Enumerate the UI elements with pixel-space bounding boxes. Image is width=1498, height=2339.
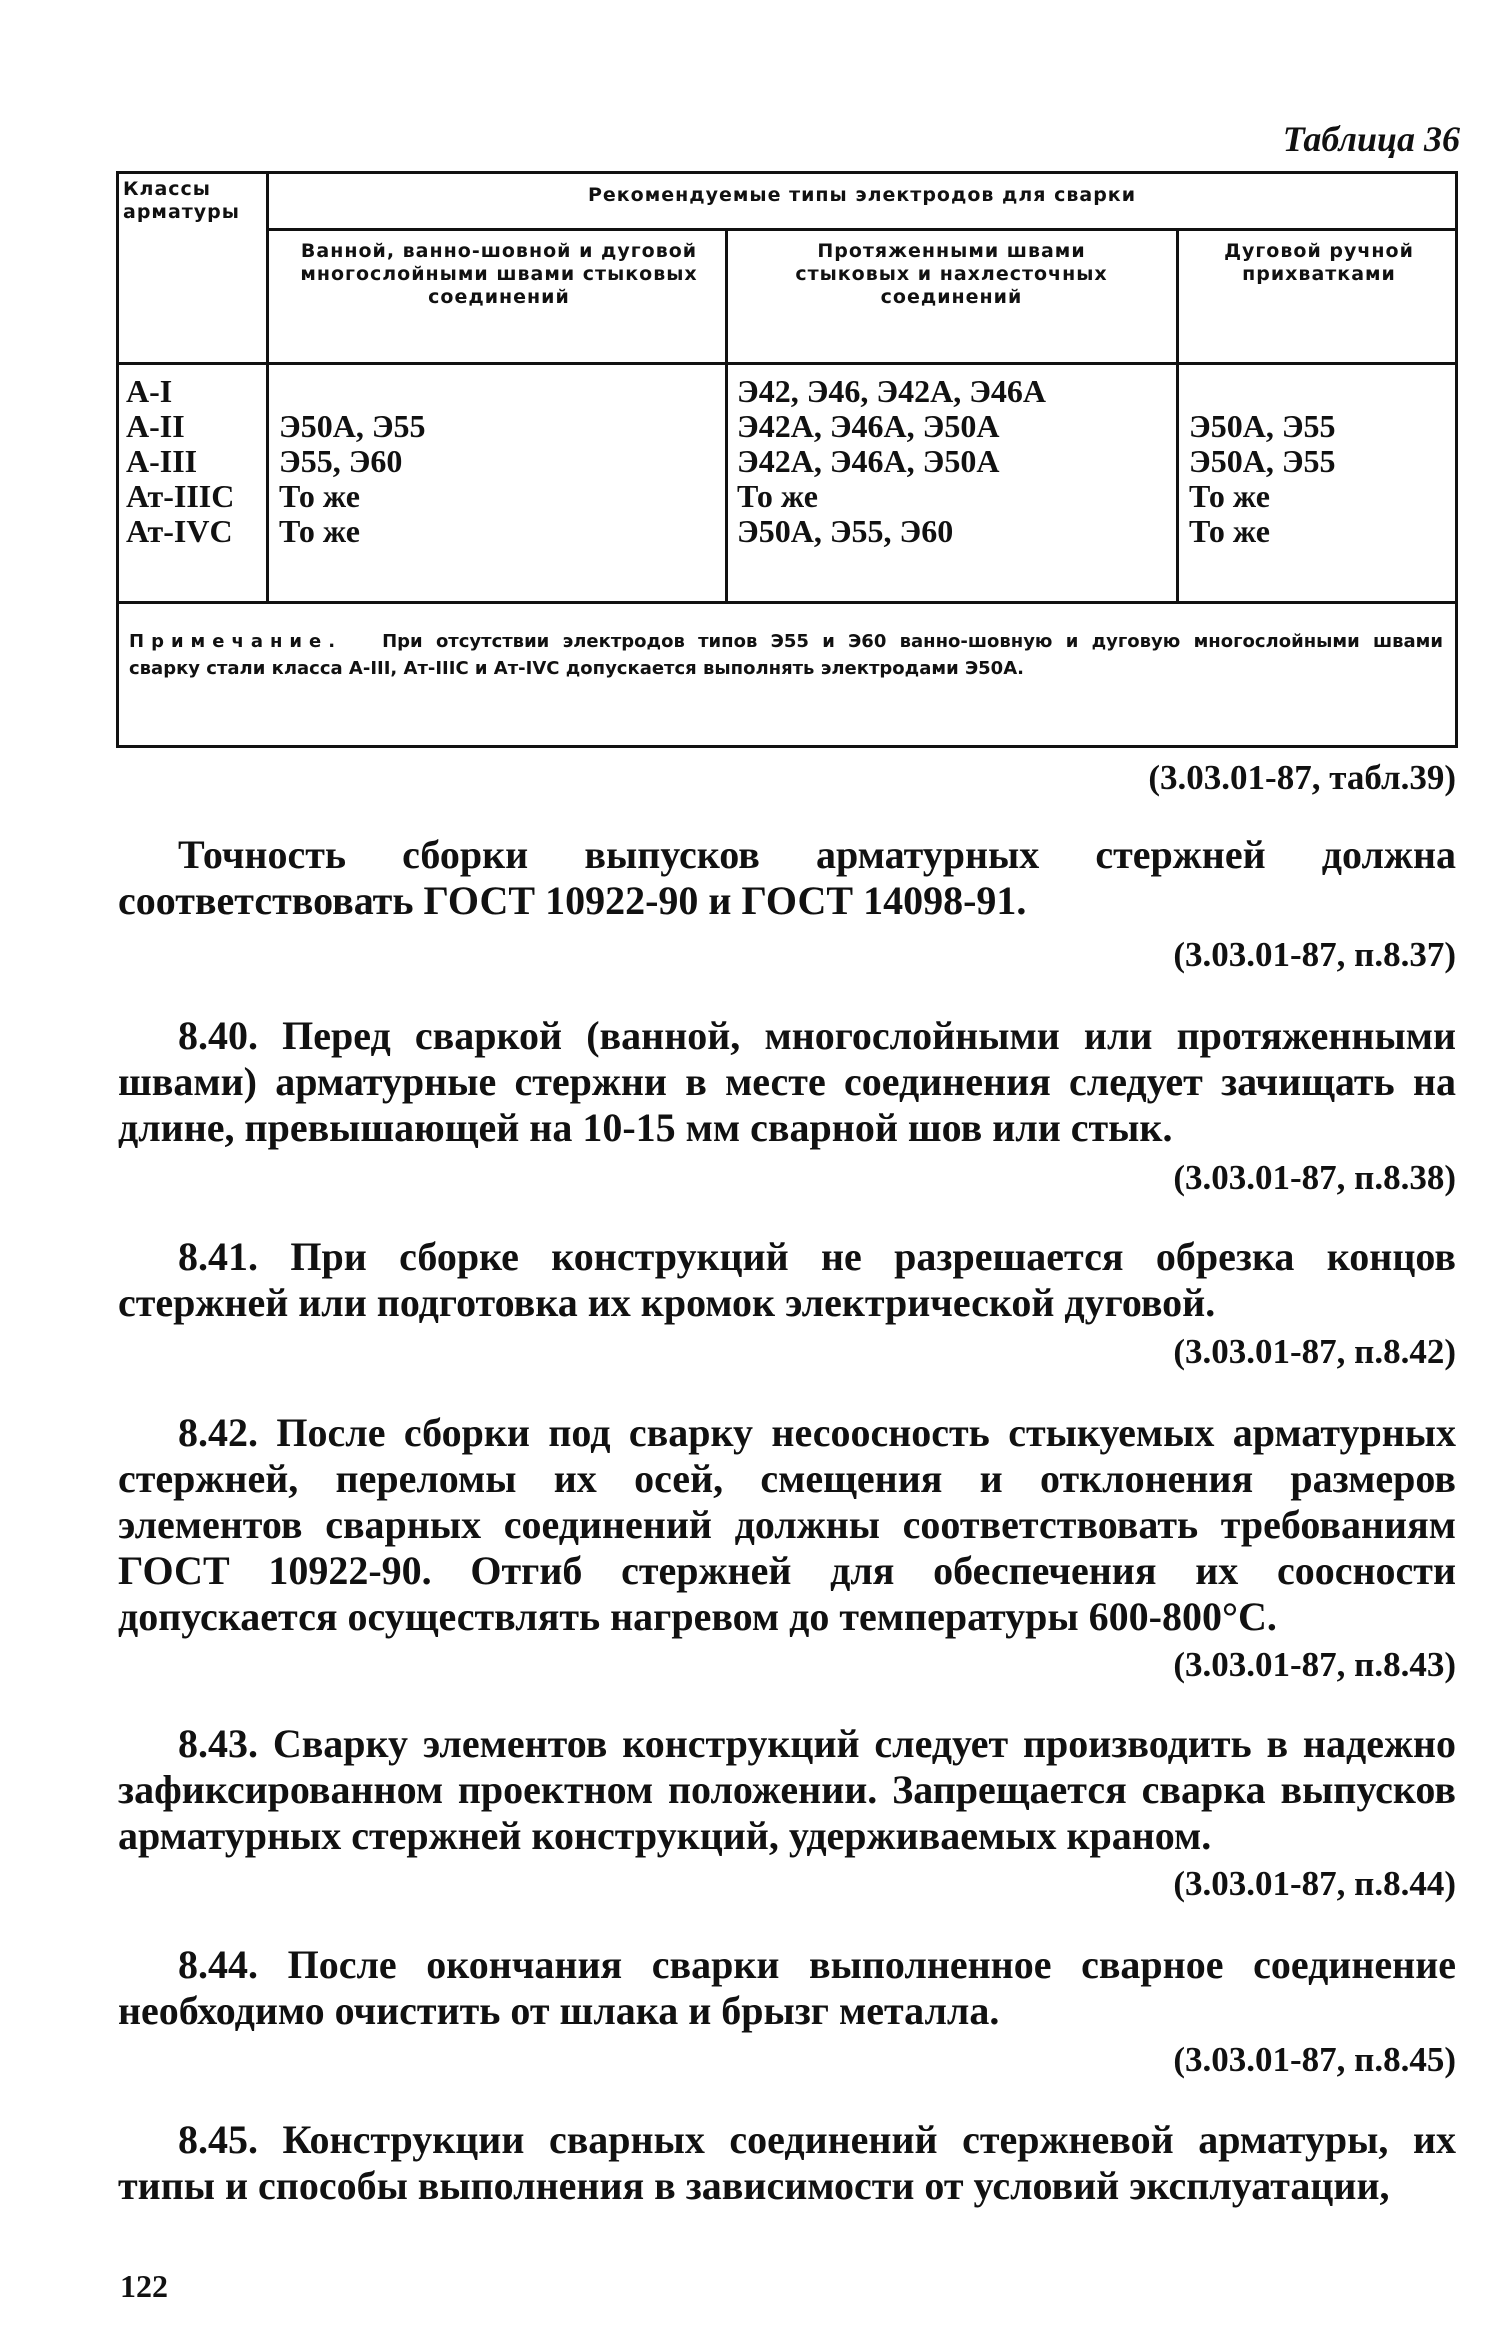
note-lead: Примечание. bbox=[129, 631, 343, 652]
paragraph: 8.43. Сварку элементов конструкций следует производить в надежно зафиксированном проектном положении. Запрещается сварка выпусков арматурных стержней конструкций, удерживаемых краном. bbox=[118, 1721, 1456, 1858]
electrode-table bbox=[116, 171, 1458, 748]
table-caption: Таблица 36 bbox=[1282, 119, 1460, 159]
header-long-seam: Протяженными швами стыковых и нахлесточных соединений bbox=[795, 240, 1108, 308]
reference: (3.03.01-87, п.8.44) bbox=[1173, 1864, 1456, 1903]
header-manual-arc: Дуговой ручной прихватками bbox=[1224, 240, 1414, 285]
bath-weld-values: Э50А, Э55 Э55, Э60 То же То же bbox=[279, 408, 426, 549]
header-group: Рекомендуемые типы электродов для сварки bbox=[587, 184, 1137, 206]
page-number: 122 bbox=[120, 2268, 168, 2304]
reference: (3.03.01-87, п.8.37) bbox=[1173, 935, 1456, 974]
table-divider bbox=[725, 228, 728, 601]
note-text: При отсутствии электродов типов Э55 и Э60 ванно-шовную и дуговую многослойными швами сварку стали класса А-III, Ат-IIIС и Ат-IVС допускается выполнять электродами Э50А. bbox=[129, 631, 1443, 679]
class-list: А-I А-II А-III Ат-IIIС Ат-IVС bbox=[126, 373, 235, 549]
paragraph: 8.42. После сборки под сварку несоосность стыкуемых арматурных стержней, переломы их осей, смещения и отклонения размеров элементов сварных соединений должны соответствовать требованиям ГОСТ 10922-90. Отгиб стержней для обеспечения их соосности допускается осуществлять нагревом до температуры 600-800°С. bbox=[118, 1410, 1456, 1639]
header-bath-weld: Ванной, ванно-шовной и дуговой многослойными швами стыковых соединений bbox=[300, 240, 698, 308]
reference: (3.03.01-87, табл.39) bbox=[1148, 758, 1456, 797]
table-divider bbox=[266, 174, 269, 601]
table-divider bbox=[1176, 228, 1179, 601]
table-divider bbox=[266, 228, 1455, 231]
reference: (3.03.01-87, п.8.43) bbox=[1173, 1645, 1456, 1684]
reference: (3.03.01-87, п.8.42) bbox=[1173, 1332, 1456, 1371]
paragraph: 8.44. После окончания сварки выполненное сварное соединение необходимо очистить от шлака и брызг металла. bbox=[118, 1942, 1456, 2033]
paragraph: 8.41. При сборке конструкций не разрешается обрезка концов стержней или подготовка их кромок электрической дуговой. bbox=[118, 1234, 1456, 1325]
reference: (3.03.01-87, п.8.38) bbox=[1173, 1158, 1456, 1197]
paragraph: Точность сборки выпусков арматурных стержней должна соответствовать ГОСТ 10922-90 и ГОСТ 14098-91. bbox=[118, 832, 1456, 923]
table-divider bbox=[119, 601, 1455, 604]
long-seam-values: Э42, Э46, Э42А, Э46А Э42А, Э46А, Э50А Э42А, Э46А, Э50А То же Э50А, Э55, Э60 bbox=[737, 373, 1047, 549]
paragraph: 8.45. Конструкции сварных соединений стержневой арматуры, их типы и способы выполнения в зависимости от условий эксплуатации, bbox=[118, 2117, 1456, 2208]
reference: (3.03.01-87, п.8.45) bbox=[1173, 2040, 1456, 2079]
paragraph: 8.40. Перед сваркой (ванной, многослойными или протяженными швами) арматурные стержни в месте соединения следует зачищать на длине, превышающей на 10-15 мм сварной шов или стык. bbox=[118, 1013, 1456, 1150]
table-note bbox=[129, 628, 1443, 682]
manual-arc-values: Э50А, Э55 Э50А, Э55 То же То же bbox=[1189, 408, 1336, 549]
header-class: Классы арматуры bbox=[123, 178, 240, 223]
table-divider bbox=[119, 362, 1455, 365]
